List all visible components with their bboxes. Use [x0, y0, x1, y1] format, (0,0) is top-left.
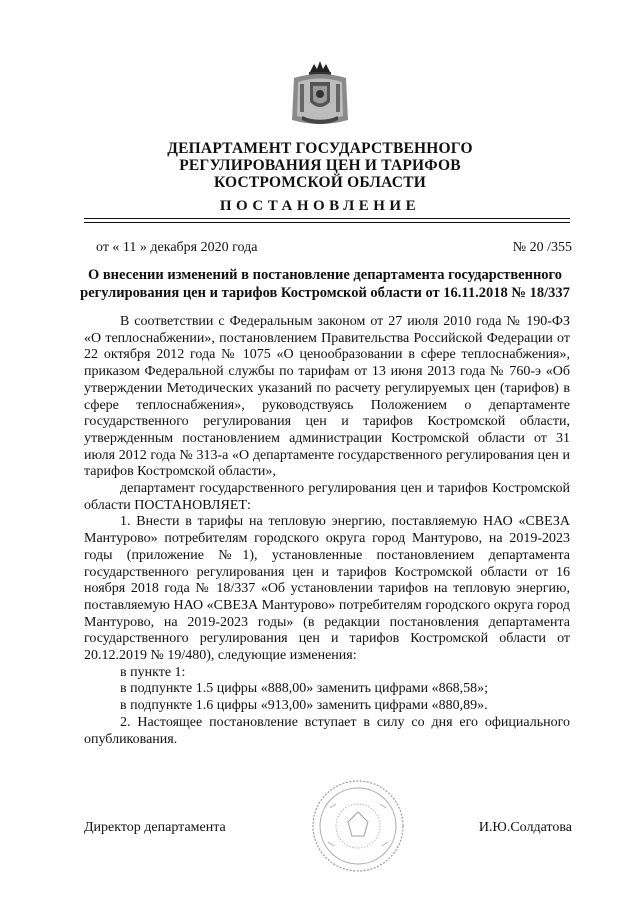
header-line-3: КОСТРОМСКОЙ ОБЛАСТИ	[213, 174, 426, 191]
paragraph-item-1: 1. Внести в тарифы на тепловую энергию, поставляемую НАО «СВЕЗА Мантурово» потребителям городского округа город Мантурово, на 2019-2023 годы (приложение №1), установленные постановлением департамента государственного регулирования цен и тарифов Костромской области от 16 ноября 2018 года № 18/337 «Об установлении тарифов на тепловую энергию, поставляемую НАО «СВЕЗА Мантурово» потребителям городского округа город Мантурово, на 2019-2023 годы» (в редакции постановления департамента государственного регулирования цен и тарифов Костромской области от 20.12.2019 № 19/480), следующие изменения:	[84, 514, 570, 664]
header-line-2: РЕГУЛИРОВАНИЯ ЦЕН И ТАРИФОВ	[179, 157, 461, 174]
signatory-name: И.Ю.Солдатова	[478, 820, 572, 835]
document-number: № 20 /355	[512, 240, 572, 255]
paragraph-clause-1: в пункте 1:	[120, 664, 186, 680]
header-rule	[84, 218, 570, 223]
paragraph-resolves: департамент государственного регулирования цен и тарифов Костромской области ПОСТАНОВЛЯЕТ:	[84, 481, 570, 513]
document-body	[84, 314, 570, 748]
document-type: ПОСТАНОВЛЕНИЕ	[219, 198, 421, 214]
header-line-1: ДЕПАРТАМЕНТ ГОСУДАРСТВЕННОГО	[167, 140, 473, 157]
paragraph-item-2: 2. Настоящее постановление вступает в силу со дня его официального опубликования.	[84, 714, 570, 747]
document-subject: О внесении изменений в постановление департамента государственного регулирования цен и тарифов Костромской области от 16.11.2018 № 18/337	[80, 267, 570, 301]
paragraph-preamble: В соответствии с Федеральным законом от 27 июля 2010 года № 190-ФЗ «О теплоснабжении», постановлением Правительства Российской Федерации от 22 октября 2012 года № 1075 «О ценообразовании в сфере теплоснабжения», приказом Федеральной службы по тарифам от 13 июня 2013 года № 760-э «Об утверждении Методических указаний по расчету регулируемых цен (тарифов) в сфере теплоснабжения», руководствуясь Положением о департаменте государственного регулирования цен и тарифов Костромской области, утвержденным постановлением администрации Костромской области от 31 июля 2012 года № 313-а «О департаменте государственного регулирования цен и тарифов Костромской области»,	[84, 314, 570, 480]
official-seal-icon	[310, 778, 406, 874]
document-date: от « 11 » декабря 2020 года	[96, 240, 258, 255]
paragraph-subclause-1-5: в подпункте 1.5 цифры «888,00» заменить цифрами «868,58»;	[120, 681, 489, 697]
coat-of-arms-icon	[288, 58, 352, 130]
paragraph-subclause-1-6: в подпункте 1.6 цифры «913,00» заменить цифрами «880,89».	[120, 698, 488, 714]
signatory-position: Директор департамента	[84, 820, 226, 835]
